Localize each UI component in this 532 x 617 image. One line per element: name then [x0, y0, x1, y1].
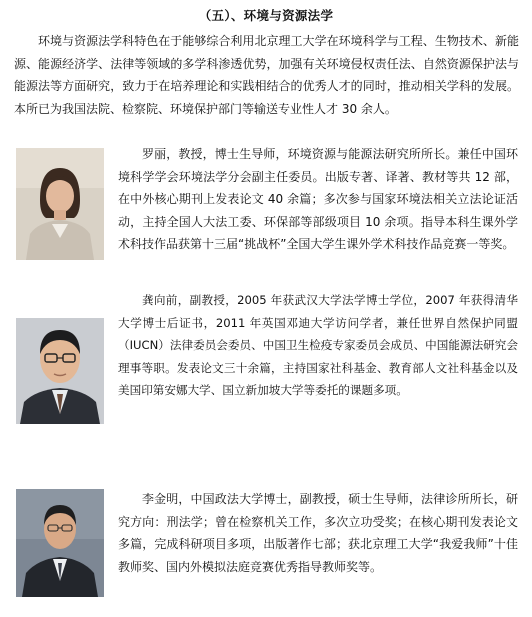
- faculty-bio: 罗丽，教授，博士生导师，环境资源与能源法研究所所长。兼任中国环境科学学会环境法学分会副主任委员。出版专著、译著、教材等共 12 部，在中外核心期刊上发表论文 40 余篇；多次参与国家环境法相关立法论证活动，主持全国人大法工委、环保部等部级项目 10 余项。指导本科生课外学术科技作品获第十三届“挑战杯”全国大学生课外学术科技作品竞赛一等奖。: [118, 147, 518, 251]
- section-intro: 环境与资源法学科特色在于能够综合利用北京理工大学在环境科学与工程、生物技术、新能源、能源经济学、法律等领域的多学科渗透优势，加强有关环境侵权责任法、自然资源保护法与能源法等方面研究，致力于在培养理论和实践相结合的优秀人才的同时，推动相关学科的发展。本所已为我国法院、检察院、环境保护部门等输送专业性人才 30 余人。: [14, 34, 519, 116]
- section-heading: （五）、环境与资源法学: [198, 8, 334, 23]
- faculty-photo: [16, 148, 104, 260]
- faculty-photo: [16, 489, 104, 597]
- faculty-bio: 李金明，中国政法大学博士，副教授，硕士生导师，法律诊所所长，研究方向：刑法学；曾在检察机关工作，多次立功受奖；在核心期刊发表论文多篇，完成科研项目多项，出版著作七部；获北京理工大学“我爱我师”十佳教师奖、国内外模拟法庭竞赛优秀指导教师奖等。: [118, 492, 518, 574]
- faculty-bio: 龚向前，副教授，2005 年获武汉大学法学博士学位，2007 年获得清华大学博士后证书，2011 年英国邓迪大学访问学者，兼任世界自然保护同盟（IUCN）法律委员会委员、中国卫生检疫专家委员会成员、中国能源法研究会理事等职。发表论文三十余篇，主持国家社科基金、教育部人文社科基金以及美国印第安娜大学、国立新加坡大学等委托的课题多项。: [118, 293, 518, 397]
- faculty-photo: [16, 318, 104, 424]
